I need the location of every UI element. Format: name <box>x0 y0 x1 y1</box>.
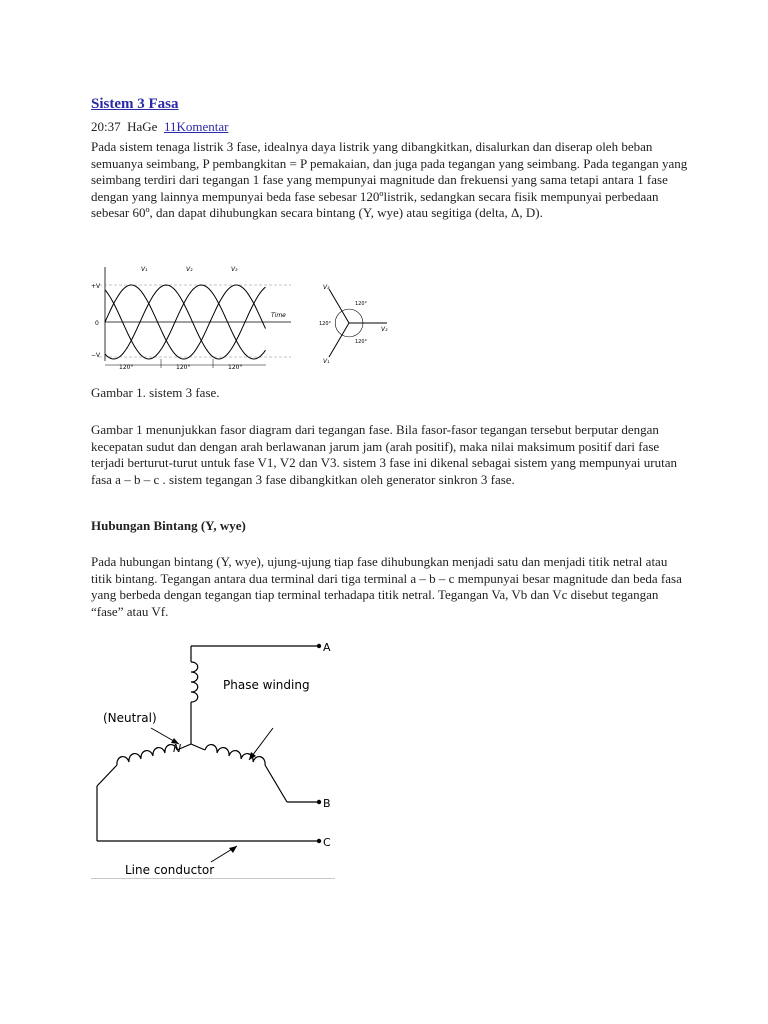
phasor-label-v2: V₂ <box>381 326 388 333</box>
phasor-label-v3: V₃ <box>323 284 330 291</box>
winding-b-lead <box>191 744 205 750</box>
line-conductor-arrowhead <box>229 846 237 853</box>
terminal-b-dot <box>317 800 321 804</box>
y-minus-label: −V <box>91 352 101 359</box>
three-phase-diagram <box>91 261 391 369</box>
phasor-angle-1: 120° <box>355 301 368 307</box>
phasor-diagram <box>319 284 388 365</box>
post-time: 20:37 <box>91 119 121 134</box>
wave-label-v2: V₂ <box>186 266 193 273</box>
terminal-c-label: C <box>323 836 331 849</box>
figure-star-connection <box>91 632 335 879</box>
winding-b-coil <box>205 745 265 765</box>
y-zero-label: 0 <box>95 320 99 327</box>
terminal-a-label: A <box>323 641 331 654</box>
paragraph-3: Pada hubungan bintang (Y, wye), ujung-ujung tiap fase dihubungkan menjadi satu dan menjadi titik netral atau titik bintang. Tegangan antara dua terminal dari tiga terminal a – b – c mempunyai besar magnitude dan beda fasa yang berbeda dengan tegangan tiap terminal terhadapa titik netral. Tegangan Va, Vb dan Vc disebut tegangan “fase” atau Vf. <box>91 554 682 619</box>
angle-arc-2 <box>335 311 342 335</box>
neutral-label: (Neutral) <box>103 711 157 725</box>
spacing-label-1: 120° <box>119 364 134 369</box>
paragraph-2: Gambar 1 menunjukkan fasor diagram dari tegangan fase. Bila fasor-fasor tegangan tersebut berputar dengan kecepatan sudut dan dengan arah berlawanan jarum jam (arah positif), maka nilai maksimum positif dari fase terjadi berturut-turut untuk fase V1, V2 dan V3. sistem 3 fase ini dikenal sebagai sistem yang mempunyai urutan fasa a – b – c . sistem tegangan 3 fase dibangkitkan oleh generator sinkron 3 fase. <box>91 422 677 487</box>
figure1-caption: Gambar 1. sistem 3 fase. <box>91 385 220 400</box>
phasor-angle-3: 120° <box>355 339 368 345</box>
n-label: N <box>173 742 182 755</box>
line-conductor-label: Line conductor <box>125 863 215 877</box>
winding-a-coil <box>191 662 198 702</box>
winding-c-tail <box>97 765 117 786</box>
terminal-b-label: B <box>323 797 331 810</box>
post-title[interactable]: Sistem 3 Fasa <box>91 96 179 112</box>
star-connection-diagram <box>91 632 335 878</box>
post <box>91 96 691 222</box>
spacing-label-2: 120° <box>176 364 191 369</box>
y-plus-label: +V <box>91 283 101 290</box>
wave-label-v3: V₃ <box>231 266 238 273</box>
wave-label-v1: V₁ <box>141 266 148 273</box>
time-label: Time <box>271 312 286 319</box>
post-meta <box>91 119 691 135</box>
post-author: HaGe <box>127 119 158 134</box>
phasor-angle-2: 120° <box>319 321 332 327</box>
winding-b-tail <box>265 765 287 802</box>
phase-winding-label: Phase winding <box>223 678 310 692</box>
terminal-a-dot <box>317 644 321 648</box>
section-heading: Hubungan Bintang (Y, wye) <box>91 518 246 533</box>
phasor-v1 <box>329 323 349 357</box>
spacing-label-3: 120° <box>228 364 243 369</box>
intro-paragraph: Pada sistem tenaga listrik 3 fase, idealnya daya listrik yang dibangkitkan, disalurkan dan diserap oleh beban semuanya seimbang, P pembangkitan = P pemakaian, dan juga pada tegangan yang seimbang. Pada tegangan yang seimbang terdiri dari tegangan 1 fase yang mempunyai magnitude dan frekuensi yang sama tetapi antara 1 fase dengan yang lainnya mempunyai beda fase sebesar 120ºlistrik, sedangkan secara fisik mempunyai perbedaan sebesar 60º, dan dapat dihubungkan secara bintang (Y, wye) atau segitiga (delta, Δ, D). <box>91 139 688 220</box>
phasor-label-v1: V₁ <box>323 358 330 365</box>
phasor-v3 <box>329 289 349 323</box>
figure-three-phase <box>91 261 391 369</box>
comments-link[interactable]: 11Komentar <box>163 119 229 134</box>
terminal-c-dot <box>317 839 321 843</box>
winding-c-coil <box>117 745 177 765</box>
